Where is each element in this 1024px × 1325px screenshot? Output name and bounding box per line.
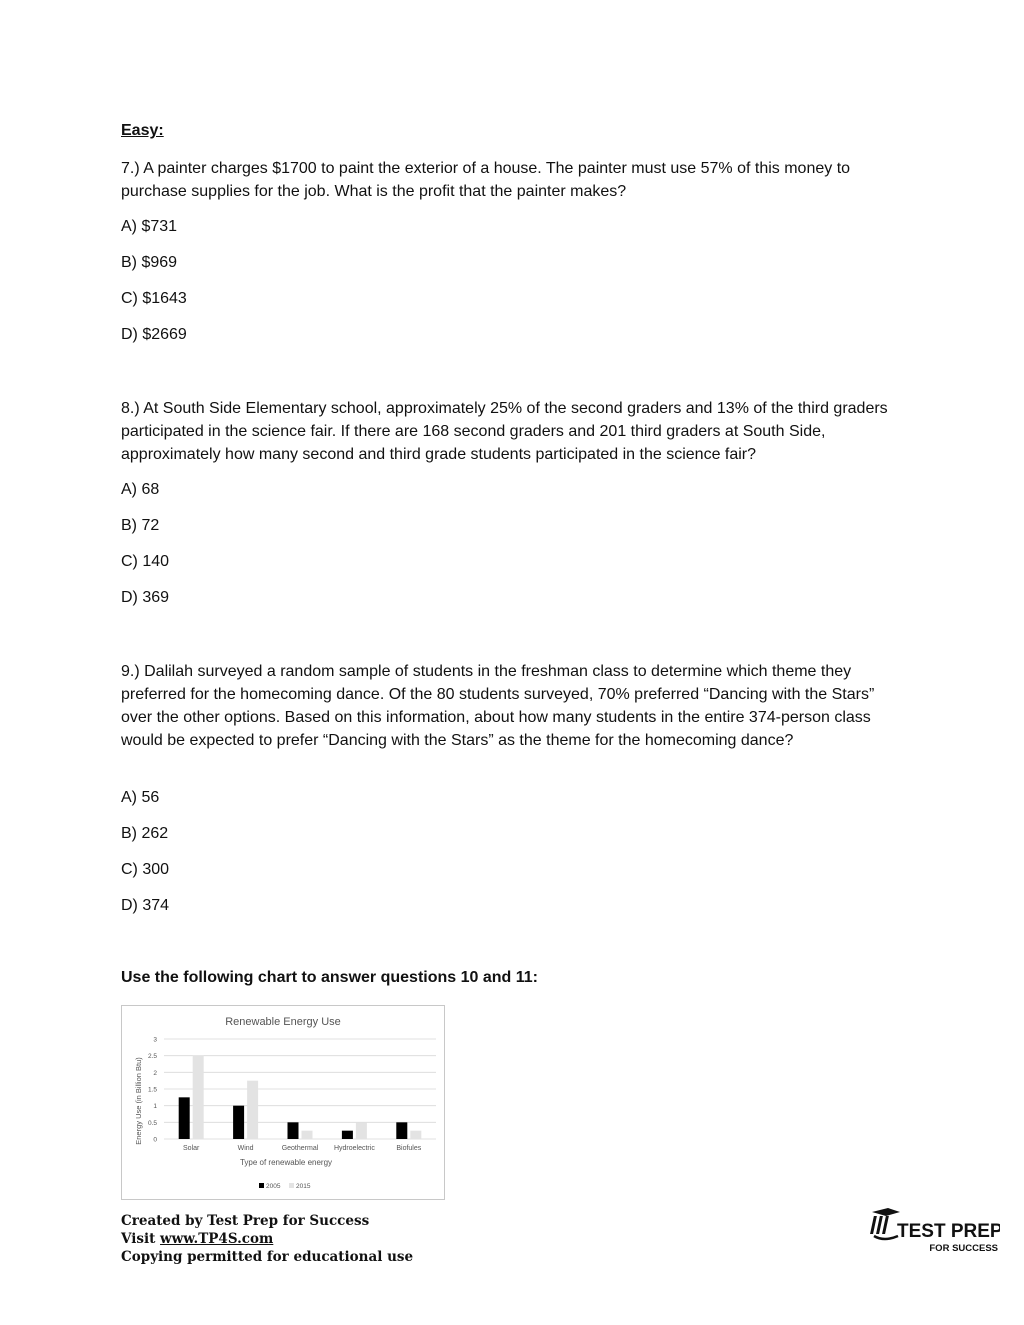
y-tick-label: 3 [153, 1036, 157, 1044]
bar-hydroelectric-2015 [356, 1122, 367, 1139]
footer-visit-line [121, 1230, 413, 1248]
question-9-text: 9.) Dalilah surveyed a random sample of students in the freshman class to determine which theme they preferred for the homecoming dance. Of the 80 students surveyed, 70% preferred “Dancing with the Stars” over the other options. Based on this information, about how many students in the entire 374-person class would be expected to prefer “Dancing with the Stars” as the theme for the homecoming dance? [121, 663, 875, 749]
x-tick-label: Biofules [396, 1145, 422, 1152]
bar-wind-2015 [247, 1081, 258, 1139]
bar-geothermal-2005 [288, 1122, 299, 1139]
footer-credit: Created by Test Prep for Success [121, 1213, 370, 1229]
bar-hydroelectric-2005 [342, 1131, 353, 1139]
question-9-option-a: A) 56 [121, 789, 160, 806]
y-tick-label: 0.5 [147, 1119, 157, 1127]
x-tick-label: Hydroelectric [333, 1145, 375, 1152]
chart-canvas [122, 1006, 444, 1199]
bar-wind-2005 [233, 1106, 244, 1139]
legend-label: 2015 [296, 1183, 311, 1190]
footer-website-link[interactable]: www.TP4S.com [160, 1231, 274, 1247]
renewable-energy-chart [121, 1005, 445, 1200]
bar-biofules-2015 [410, 1131, 421, 1139]
footer-copy-note: Copying permitted for educational use [121, 1249, 414, 1265]
question-7-option-c: C) $1643 [121, 290, 187, 307]
question-8-option-b: B) 72 [121, 517, 160, 534]
x-tick-label: Geothermal [281, 1145, 319, 1152]
question-7-option-a: A) $731 [121, 218, 178, 235]
chart-gridlines [164, 1039, 436, 1139]
section-heading: Easy: [121, 122, 164, 139]
chart-y-axis-label: Energy Use (in Billion Btu) [134, 1057, 143, 1145]
chart-title: Renewable Energy Use [225, 1016, 341, 1028]
question-8-option-c: C) 140 [121, 553, 170, 570]
y-tick-label: 2 [153, 1069, 157, 1077]
test-prep-logo [870, 1206, 1000, 1256]
y-tick-label: 1 [153, 1103, 157, 1111]
question-8-option-a: A) 68 [121, 481, 160, 498]
footer-visit-prefix: Visit [121, 1231, 161, 1247]
y-tick-label: 1.5 [147, 1086, 157, 1094]
bar-biofules-2005 [396, 1122, 407, 1139]
question-9-option-d: D) 374 [121, 897, 170, 914]
logo-sub-text: FOR SUCCESS [929, 1243, 998, 1254]
bar-solar-2005 [179, 1097, 190, 1139]
graduation-cap-icon [870, 1206, 1000, 1256]
chart-x-axis-label: Type of renewable energy [239, 1158, 333, 1167]
question-7-text: 7.) A painter charges $1700 to paint the exterior of a house. The painter must use 57% of this money to purchase supplies for the job. What is the profit that the painter makes? [121, 160, 851, 200]
y-tick-label: 2.5 [147, 1053, 157, 1061]
chart-legend [259, 1183, 311, 1190]
legend-label: 2005 [266, 1183, 281, 1190]
x-tick-label: Wind [237, 1145, 254, 1152]
question-9-option-c: C) 300 [121, 861, 170, 878]
x-tick-label: Solar [183, 1145, 200, 1152]
bar-solar-2015 [193, 1056, 204, 1139]
logo-main-text: TEST PREP [897, 1221, 1000, 1242]
question-8-option-d: D) 369 [121, 589, 170, 606]
chart-bars [179, 1056, 422, 1139]
legend-swatch [289, 1183, 294, 1188]
y-tick-label: 0 [153, 1136, 157, 1144]
question-7-option-d: D) $2669 [121, 326, 187, 343]
question-9-option-b: B) 262 [121, 825, 169, 842]
legend-swatch [259, 1183, 264, 1188]
bar-geothermal-2015 [302, 1131, 313, 1139]
question-8-text: 8.) At South Side Elementary school, approximately 25% of the second graders and 13% of the third graders participated in the science fair. If there are 168 second graders and 201 third graders at South Side, approximately how many second and third grade students participated in the science fair? [121, 400, 888, 463]
chart-instructions: Use the following chart to answer questions 10 and 11: [121, 969, 538, 986]
question-7-option-b: B) $969 [121, 254, 178, 271]
footer [121, 1212, 413, 1266]
